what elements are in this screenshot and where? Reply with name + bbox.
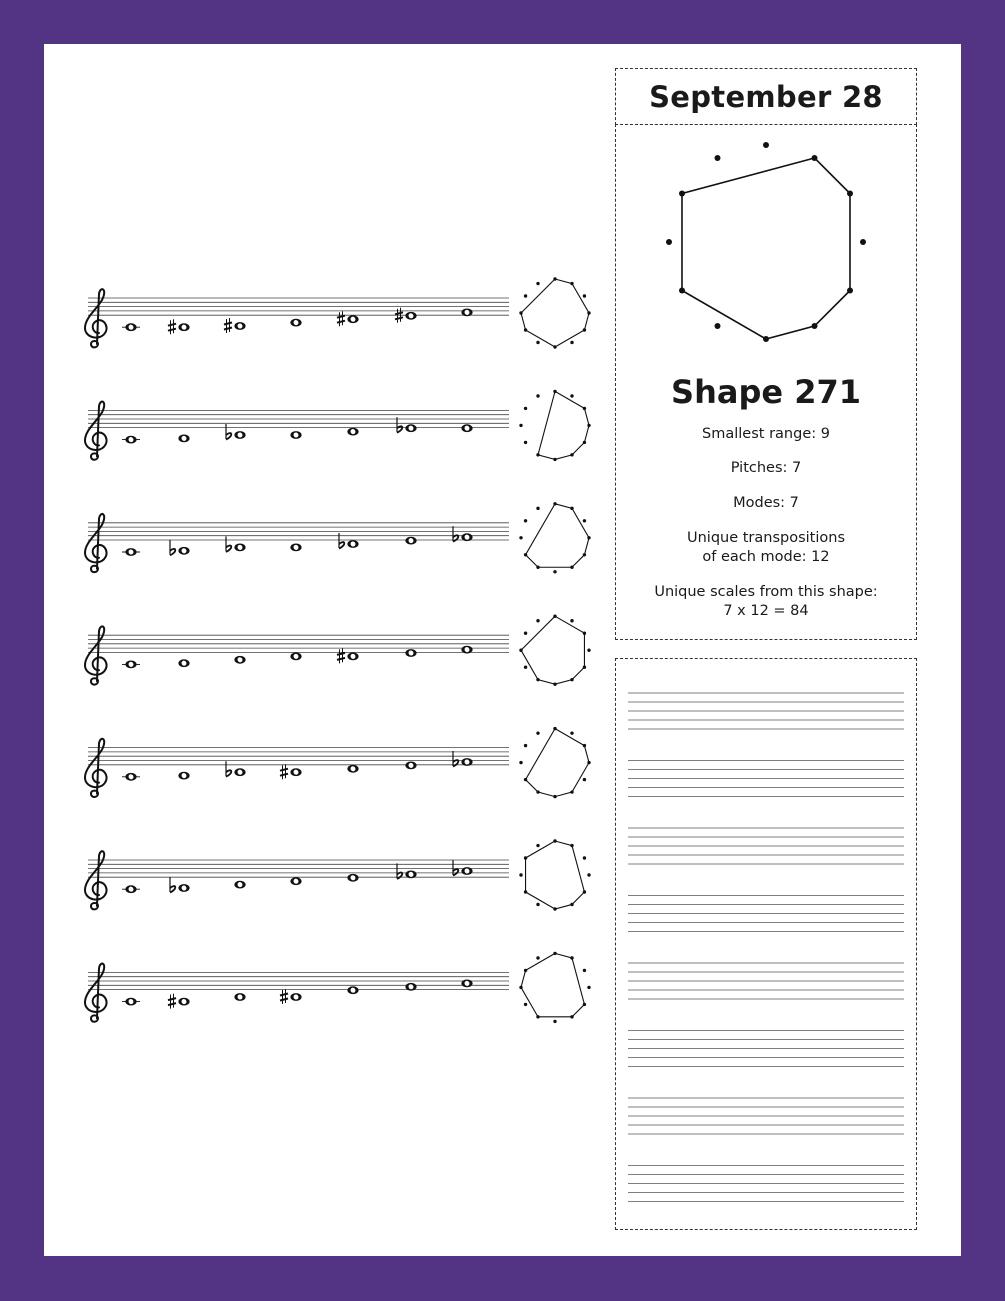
mode-shape-diagram-dot [570, 394, 573, 397]
mode-shape-diagram-dot [583, 969, 586, 972]
whole-note [234, 656, 245, 664]
mode-shape-diagram [519, 952, 590, 1023]
sharp-bar [168, 324, 176, 326]
mode-row [85, 514, 509, 572]
whole-note [405, 649, 416, 657]
mode-shape-diagram-dot [553, 683, 556, 686]
whole-note [347, 315, 358, 323]
whole-note [405, 424, 416, 432]
whole-note [405, 537, 416, 545]
whole-note [234, 993, 245, 1001]
whole-note [461, 533, 472, 541]
mode-shape-diagram [519, 839, 590, 910]
whole-note [347, 874, 358, 882]
whole-note [125, 885, 136, 893]
mode-shape-diagram-dot [536, 619, 539, 622]
mode-shape-diagram-dot [583, 890, 586, 893]
shape-diagram [616, 125, 916, 365]
blank-staff [628, 693, 904, 729]
mode-shape-diagram-dot [536, 341, 539, 344]
sharp-bar [395, 312, 403, 314]
mode-shape-diagram-polygon [521, 279, 589, 347]
blank-staff [628, 761, 904, 797]
whole-note [347, 540, 358, 548]
mode-shape-diagram-dot [519, 761, 522, 764]
mode-shape-diagram-dot [524, 1003, 527, 1006]
staff-lines [88, 635, 509, 652]
worksheet-page [44, 44, 961, 1256]
mode-shape-diagram-dot [536, 453, 539, 456]
mode-shape-diagram-polygon [538, 391, 589, 459]
whole-note [461, 424, 472, 432]
mode-shape-diagram-dot [553, 458, 556, 461]
mode-shape-diagram-dot [587, 311, 590, 314]
whole-note [405, 871, 416, 879]
mode-shape-diagram-dot [536, 956, 539, 959]
whole-note [405, 312, 416, 320]
mode-shape-diagram-dot [570, 903, 573, 906]
sharp-bar [337, 321, 345, 323]
mode-row [85, 851, 509, 909]
mode-shape-diagram-dot [583, 1003, 586, 1006]
flat-icon [397, 863, 402, 879]
main-shape-polygon [682, 158, 850, 339]
sharp-bar [395, 317, 403, 319]
whole-note [234, 544, 245, 552]
mode-shape-diagram-dot [583, 744, 586, 747]
mode-shape-diagram-dot [553, 345, 556, 348]
mode-shape-diagram-dot [570, 790, 573, 793]
whole-note [178, 547, 189, 555]
sharp-bar [168, 998, 176, 1000]
flat-bowl [170, 549, 175, 555]
sharp-bar [168, 1003, 176, 1005]
mode-shape-diagram-dot [570, 619, 573, 622]
mode-row [85, 964, 509, 1022]
whole-note [461, 758, 472, 766]
main-shape-dot [715, 323, 721, 329]
mode-shape-diagram-dot [587, 761, 590, 764]
mode-shape-diagram-dot [553, 952, 556, 955]
sharp-bar [337, 653, 345, 655]
mode-shape-diagram-dot [587, 986, 590, 989]
blank-staff [628, 896, 904, 932]
mode-row [85, 626, 509, 684]
flat-icon [226, 761, 231, 777]
mode-shape-diagram-dot [587, 873, 590, 876]
mode-shape-diagram [519, 615, 590, 686]
mode-shape-diagram-polygon [526, 841, 585, 909]
mode-shape-diagram-dot [536, 282, 539, 285]
modes-text: Modes: 7 [733, 495, 799, 511]
main-shape-dot [847, 288, 853, 294]
main-shape-dot [812, 323, 818, 329]
whole-note [125, 661, 136, 669]
whole-note [125, 323, 136, 331]
flat-icon [226, 536, 231, 552]
mode-shape-diagram [519, 390, 590, 461]
whole-note [125, 436, 136, 444]
sharp-icon [280, 764, 288, 779]
whole-note [178, 884, 189, 892]
whole-note [178, 659, 189, 667]
mode-shape-diagram-dot [583, 778, 586, 781]
mode-shape-diagram-dot [570, 844, 573, 847]
flat-bowl [397, 426, 402, 432]
mode-shape-diagram-dot [524, 666, 527, 669]
mode-shape-diagram-dot [570, 453, 573, 456]
main-shape-dot [679, 191, 685, 197]
mode-row [85, 739, 509, 797]
blank-staff [628, 1031, 904, 1067]
transpositions-text-line2: of each mode: 12 [702, 549, 830, 565]
blank-staff-panel [615, 658, 917, 1230]
mode-shape-diagram-dot [583, 666, 586, 669]
mode-shape-diagram-dot [570, 1015, 573, 1018]
mode-shape-diagram-polygon [526, 729, 589, 797]
blank-staff [628, 1098, 904, 1134]
flat-icon [170, 540, 175, 556]
whole-note [290, 653, 301, 661]
flat-bowl [453, 535, 458, 541]
mode-shape-diagram-dot [524, 519, 527, 522]
flat-icon [170, 877, 175, 893]
staff-lines [88, 972, 509, 989]
mode-shape-diagram-dot [553, 727, 556, 730]
mode-shape-diagram-dot [553, 277, 556, 280]
mode-shape-diagram-dot [519, 649, 522, 652]
sharp-bar [280, 994, 288, 996]
whole-note [290, 319, 301, 327]
mode-shape-diagram-dot [583, 519, 586, 522]
mode-row [85, 289, 509, 347]
whole-note [178, 998, 189, 1006]
mode-shape-diagram [519, 727, 590, 798]
whole-note [234, 431, 245, 439]
mode-shape-diagram-dot [536, 566, 539, 569]
sharp-bar [337, 316, 345, 318]
mode-shape-diagram-dot [536, 1015, 539, 1018]
mode-shape-diagram-dot [536, 790, 539, 793]
staff-lines [88, 748, 509, 765]
sharp-icon [168, 994, 176, 1009]
date-text: September 28 [649, 79, 883, 114]
mode-shape-diagram-dot [524, 407, 527, 410]
whole-note [125, 548, 136, 556]
whole-note [234, 768, 245, 776]
sharp-bar [280, 774, 288, 776]
mode-shape-diagram-dot [553, 502, 556, 505]
whole-note [461, 309, 472, 317]
mode-shape-diagram-dot [587, 536, 590, 539]
mode-shape-diagram-dot [583, 856, 586, 859]
sharp-icon [280, 989, 288, 1004]
mode-shape-diagram-dot [553, 615, 556, 618]
whole-note [347, 428, 358, 436]
whole-note [405, 762, 416, 770]
mode-shape-diagram-dot [524, 778, 527, 781]
staff-lines [88, 523, 509, 540]
smallest-range-text: Smallest range: 9 [702, 426, 830, 442]
mode-shape-diagram-dot [524, 294, 527, 297]
mode-shape-diagram-dot [583, 632, 586, 635]
blank-staff [628, 1166, 904, 1202]
flat-bowl [226, 545, 231, 551]
main-shape-dot [763, 336, 769, 342]
staff-lines [88, 860, 509, 877]
shape-info-panel [615, 124, 917, 640]
mode-shape-diagram-dot [553, 907, 556, 910]
mode-shape-diagram-dot [570, 678, 573, 681]
blank-staff [628, 963, 904, 999]
sharp-bar [280, 769, 288, 771]
mode-shape-diagram-dot [519, 873, 522, 876]
whole-note [461, 867, 472, 875]
shape-title: Shape 271 [671, 373, 861, 411]
main-shape-dot [763, 142, 769, 148]
modes-staff-area [44, 44, 614, 1256]
mode-shape-diagram-dot [553, 1020, 556, 1023]
main-shape-dot [860, 239, 866, 245]
mode-shape-diagram-polygon [521, 616, 584, 684]
flat-bowl [453, 760, 458, 766]
sharp-icon [337, 311, 345, 326]
flat-bowl [226, 433, 231, 439]
sharp-icon [224, 318, 232, 333]
mode-shape-diagram-dot [524, 890, 527, 893]
whole-note [290, 993, 301, 1001]
mode-shape-diagram-dot [553, 795, 556, 798]
unique-scales-text-line1: Unique scales from this shape: [654, 584, 878, 600]
mode-shape-diagram [519, 502, 590, 573]
whole-note [461, 980, 472, 988]
main-shape-dot [812, 155, 818, 161]
whole-note [125, 998, 136, 1006]
mode-shape-diagram-dot [553, 390, 556, 393]
main-shape [666, 142, 866, 342]
whole-note [234, 322, 245, 330]
mode-shape-diagram-dot [553, 839, 556, 842]
mode-shape-diagram-dot [524, 744, 527, 747]
mode-shape-diagram-dot [536, 844, 539, 847]
mode-shape-diagram-dot [570, 956, 573, 959]
mode-shape-diagram-polygon [521, 953, 584, 1016]
whole-note [290, 431, 301, 439]
sharp-bar [280, 999, 288, 1001]
mode-shape-diagram-dot [583, 407, 586, 410]
flat-bowl [226, 770, 231, 776]
mode-shape-diagram-dot [519, 424, 522, 427]
whole-note [178, 772, 189, 780]
mode-shape-diagram-dot [524, 553, 527, 556]
transpositions-text-line1: Unique transpositions [686, 530, 846, 546]
date-header [615, 68, 917, 125]
mode-shape-diagram-dot [570, 507, 573, 510]
unique-scales-text-line2: 7 x 12 = 84 [723, 603, 809, 619]
whole-note [405, 983, 416, 991]
flat-icon [397, 417, 402, 433]
mode-shape-diagram-dot [536, 394, 539, 397]
sharp-icon [168, 319, 176, 334]
mode-shape-diagram-dot [583, 328, 586, 331]
whole-note [347, 653, 358, 661]
sharp-bar [224, 323, 232, 325]
flat-icon [453, 751, 458, 767]
main-shape-dot [715, 155, 721, 161]
sharp-icon [337, 648, 345, 663]
whole-note [290, 768, 301, 776]
whole-note [290, 877, 301, 885]
pitches-text: Pitches: 7 [730, 460, 802, 476]
whole-note [178, 323, 189, 331]
flat-bowl [397, 872, 402, 878]
mode-shape-diagram-dot [583, 553, 586, 556]
mode-shape-diagram-dot [524, 632, 527, 635]
mode-shape-diagram-dot [583, 294, 586, 297]
mode-shape-diagram-dot [570, 282, 573, 285]
main-shape-dot [666, 239, 672, 245]
mode-shape-diagram [519, 277, 590, 348]
mode-shape-diagram-dot [570, 341, 573, 344]
flat-icon [226, 424, 231, 440]
whole-note [347, 765, 358, 773]
mode-shape-diagram-dot [587, 424, 590, 427]
whole-note [178, 435, 189, 443]
sharp-bar [337, 658, 345, 660]
sharp-bar [224, 328, 232, 330]
whole-note [347, 986, 358, 994]
mode-shape-diagram-dot [570, 731, 573, 734]
flat-bowl [170, 886, 175, 892]
mode-shape-diagram-dot [519, 311, 522, 314]
whole-note [125, 773, 136, 781]
mode-shape-diagram-polygon [526, 504, 589, 567]
mode-shape-diagram-dot [536, 731, 539, 734]
blank-staves [616, 659, 916, 1229]
mode-shape-diagram-dot [524, 856, 527, 859]
mode-shape-diagram-dot [536, 507, 539, 510]
sharp-bar [168, 329, 176, 331]
mode-shape-diagram-dot [553, 570, 556, 573]
mode-shape-diagram-dot [524, 969, 527, 972]
main-shape-dot [679, 288, 685, 294]
mode-shape-diagram-dot [536, 903, 539, 906]
staff-lines [88, 410, 509, 427]
flat-bowl [453, 869, 458, 875]
mode-shape-diagram-dot [524, 441, 527, 444]
blank-staff [628, 828, 904, 864]
mode-shape-diagram-dot [587, 649, 590, 652]
mode-shape-diagram-dot [536, 678, 539, 681]
mode-shape-diagram-dot [524, 328, 527, 331]
flat-icon [453, 526, 458, 542]
whole-note [461, 646, 472, 654]
staff-lines [88, 298, 509, 315]
flat-bowl [339, 542, 344, 548]
mode-shape-diagram-dot [519, 986, 522, 989]
mode-row [85, 402, 509, 460]
mode-shape-diagram-dot [519, 536, 522, 539]
mode-shape-diagram-dot [570, 566, 573, 569]
mode-shape-diagram-dot [583, 441, 586, 444]
whole-note [290, 544, 301, 552]
main-shape-dot [847, 191, 853, 197]
whole-note [234, 881, 245, 889]
